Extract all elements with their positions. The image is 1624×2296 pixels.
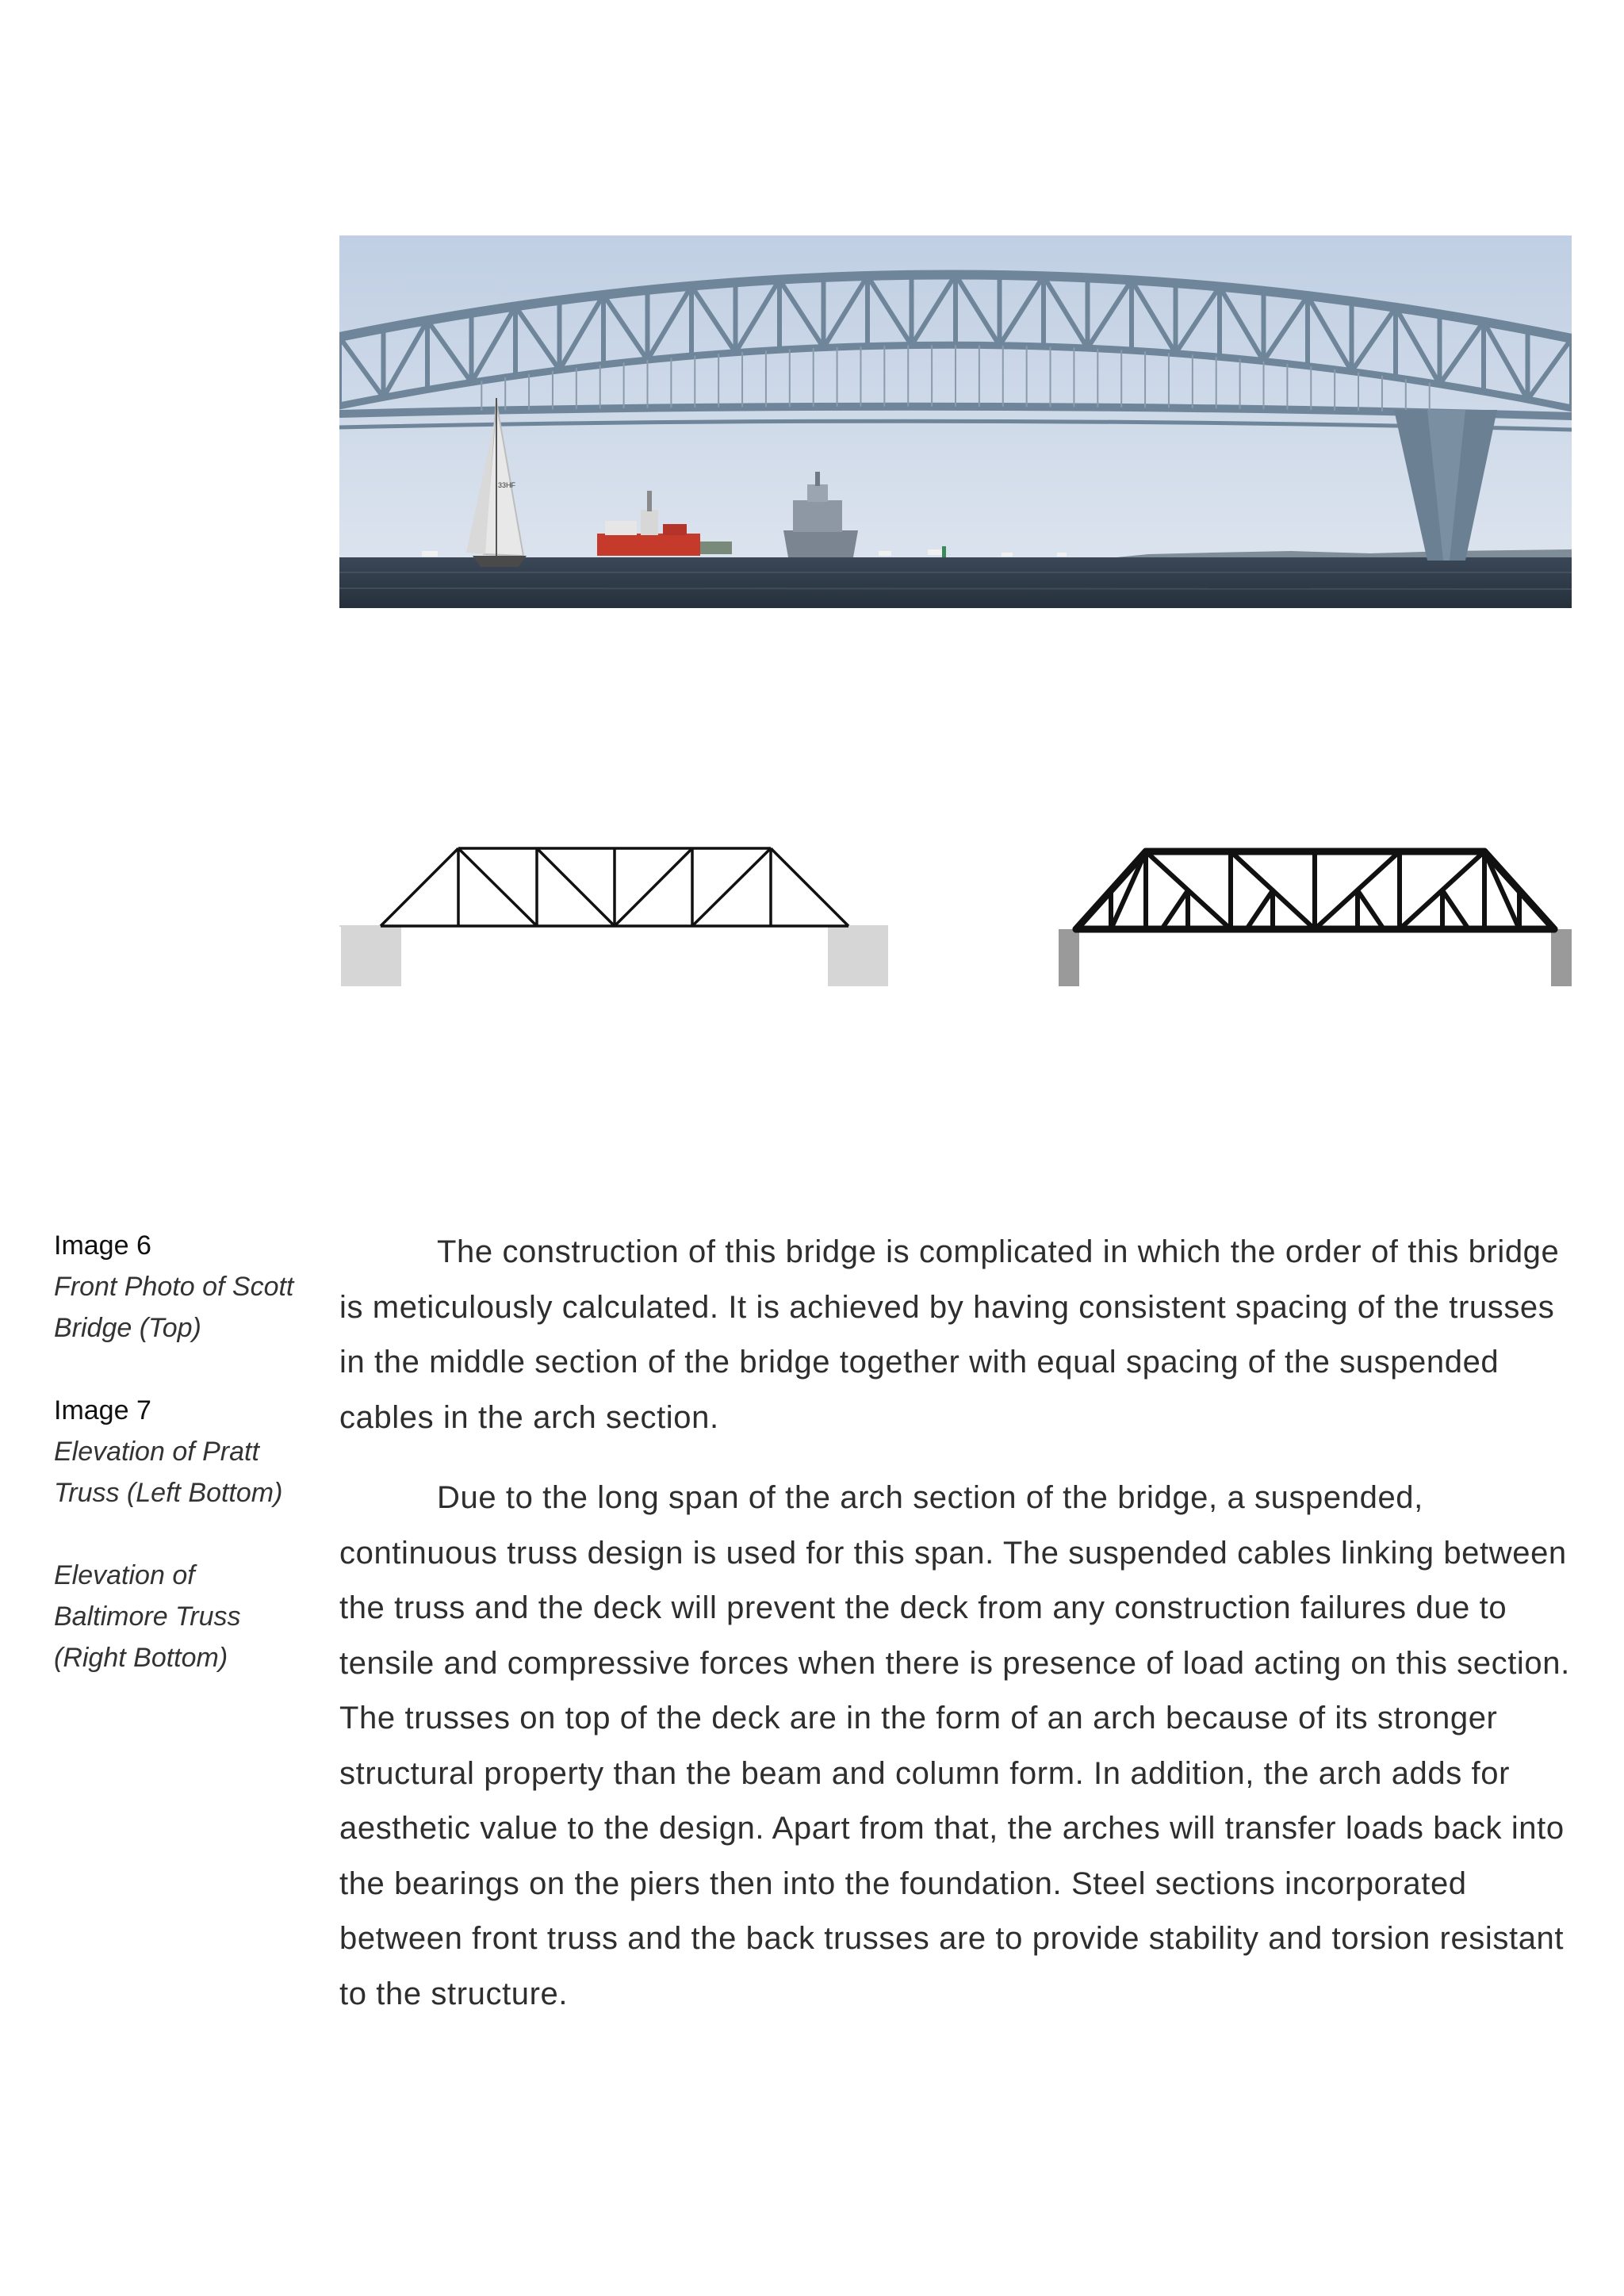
sail-number: 33HF bbox=[498, 481, 516, 489]
left-support bbox=[1059, 929, 1079, 986]
left-support bbox=[341, 926, 401, 986]
pratt-truss-elevation bbox=[339, 840, 888, 987]
right-support bbox=[1551, 929, 1572, 986]
body-text bbox=[339, 1225, 1573, 2047]
caption-baltimore bbox=[54, 1555, 316, 1678]
caption-text: Elevation of Pratt Truss (Left Bottom) bbox=[54, 1437, 283, 1508]
baltimore-truss-elevation bbox=[1059, 840, 1572, 987]
caption-image-6 bbox=[54, 1225, 316, 1349]
bridge-photo bbox=[339, 235, 1572, 608]
caption-text: Elevation of Baltimore Truss (Right Bottom) bbox=[54, 1560, 241, 1673]
paragraph-1: The construction of this bridge is complicated in which the order of this bridge is meticulously calculated. It is achieved by having consistent spacing of the trusses in the middle section of the bridge together with equal spacing of the suspended cables in the arch section. bbox=[339, 1234, 1560, 1435]
caption-text: Front Photo of Scott Bridge (Top) bbox=[54, 1272, 294, 1343]
caption-label: Image 6 bbox=[54, 1230, 151, 1261]
paragraph-2: Due to the long span of the arch section of the bridge, a suspended, continuous truss design is used for this span. The suspended cables linking between the truss and the deck will prevent the deck from any construction failures due to tensile and compressive forces when there is presence of load acting on this section. The trusses on top of the deck are in the form of an arch because of its stronger structural property than the beam and column form. In addition, the arch adds for aesthetic value to the design. Apart from that, the arches will transfer loads back into the bearings on the piers then into the foundation. Steel sections incorporated between front truss and the back trusses are to provide stability and torsion resistant to the structure. bbox=[339, 1480, 1570, 2011]
caption-image-7 bbox=[54, 1390, 316, 1513]
captions-column bbox=[54, 1225, 316, 1720]
caption-label: Image 7 bbox=[54, 1395, 151, 1425]
right-support bbox=[828, 926, 888, 986]
